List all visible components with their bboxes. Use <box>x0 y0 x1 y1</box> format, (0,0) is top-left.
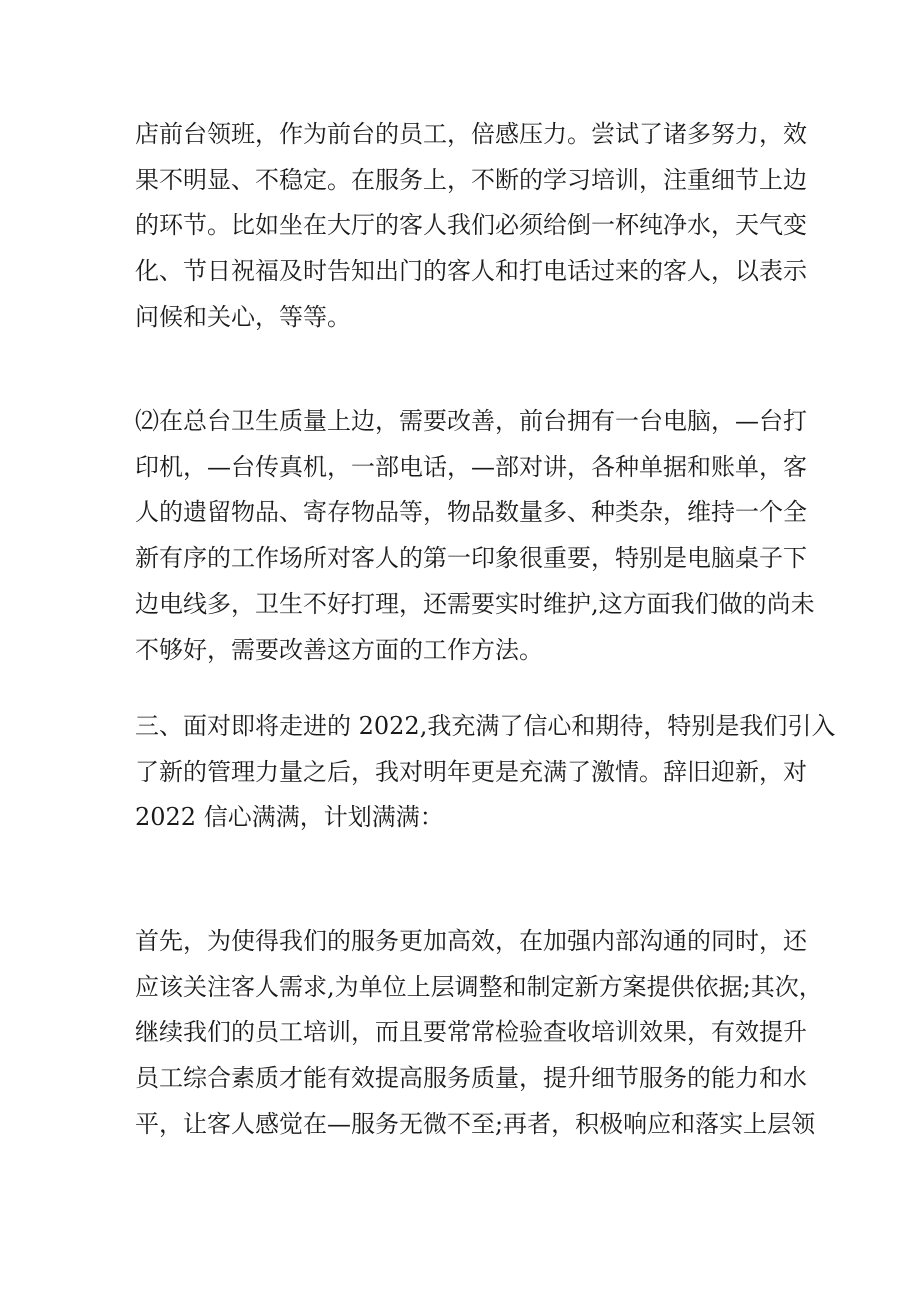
text-line: 了新的管理力量之后，我对明年更是充满了激情。辞旧迎新，对 <box>135 757 807 786</box>
paragraph-outlook-2022 <box>135 704 836 841</box>
text-line: 应该关注客人需求,为单位上层调整和制定新方案提供依据;其次， <box>135 972 823 1001</box>
text-line: 不够好，需要改善这方面的工作方法。 <box>135 635 543 664</box>
text-line: 员工综合素质才能有效提高服务质量，提升细节服务的能力和水 <box>135 1064 807 1093</box>
text-line: 继续我们的员工培训，而且要常常检验查收培训效果，有效提升 <box>135 1018 807 1047</box>
text-line: 问候和关心，等等。 <box>135 302 351 331</box>
text-line: 首先，为使得我们的服务更加高效，在加强内部沟通的同时，还 <box>135 927 807 955</box>
text-line: 人的遗留物品、寄存物品等，物品数量多、种类杂，维持一个全 <box>135 498 807 527</box>
text-line: 果不明显、不稳定。在服务上，不断的学习培训，注重细节上边 <box>135 165 807 194</box>
text-line: 边电线多，卫生不好打理，还需要实时维护,这方面我们做的尚未 <box>135 589 815 618</box>
text-line: ⑵在总台卫生质量上边，需要改善，前台拥有一台电脑，—台打 <box>135 407 807 435</box>
paragraph-front-desk-service <box>135 112 807 341</box>
text-line: 的环节。比如坐在大厅的客人我们必须给倒一杯纯净水，天气变 <box>135 211 807 240</box>
text-line: 三、面对即将走进的 2022,我充满了信心和期待，特别是我们引入 <box>135 712 836 740</box>
text-line: 印机，—台传真机，一部电话，—部对讲，各种单据和账单，客 <box>135 452 807 481</box>
text-line: 化、节日祝福及时告知出门的客人和打电话过来的客人，以表示 <box>135 257 807 286</box>
paragraph-plans <box>135 919 823 1148</box>
text-line: 2022 信心满满，计划满满： <box>135 803 444 832</box>
paragraph-hygiene-quality <box>135 399 815 673</box>
text-line: 平，让客人感觉在—服务无微不至;再者，积极响应和落实上层领 <box>135 1109 816 1138</box>
text-line: 新有序的工作场所对客人的第一印象很重要，特别是电脑桌子下 <box>135 544 807 573</box>
text-line: 店前台领班，作为前台的员工，倍感压力。尝试了诸多努力，效 <box>135 120 807 148</box>
